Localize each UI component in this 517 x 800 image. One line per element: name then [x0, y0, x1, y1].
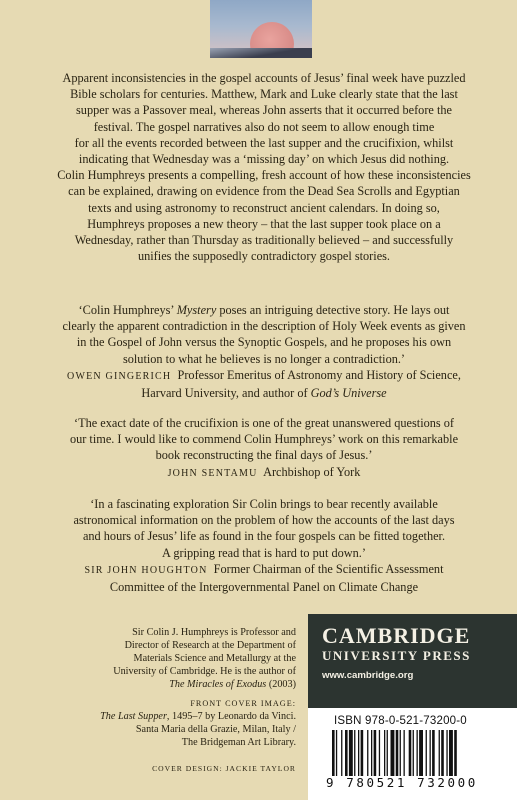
publisher-logo-block: [308, 614, 517, 708]
description-line: unifies the supposedly contradictory gospel stories.: [137, 249, 391, 264]
bio-line: Sir Colin J. Humphreys is Professor and: [132, 627, 296, 638]
bio-line: (2003): [266, 679, 296, 690]
quote-text: solution to what he believes is no longer a contradiction.’: [122, 351, 406, 366]
endorser-attribution: [34, 464, 494, 482]
endorser-role: Archbishop of York: [263, 464, 361, 479]
bio-line: University of Cambridge. He is the author of: [113, 666, 296, 677]
description-line: Humphreys proposes a new theory – that the last supper took place on a: [87, 216, 441, 231]
credits-label: FRONT COVER IMAGE:: [190, 699, 296, 708]
description-line: supper was a Passover meal, whereas John asserts that it occurred before the: [76, 103, 452, 118]
publisher-press: UNIVERSITY PRESS: [322, 648, 471, 663]
description-line: texts and using astronomy to reconstruct ancient calendars. In doing so,: [88, 200, 440, 215]
publisher-url: www.cambridge.org: [322, 670, 414, 681]
description-line: Wednesday, rather than Thursday as traditionally believed – and successfully: [74, 233, 454, 248]
endorser-book-title: God’s Universe: [310, 386, 387, 401]
bio-line: Director of Research at the Department of: [124, 640, 296, 651]
credits-line: Santa Maria della Grazie, Milan, Italy /: [135, 724, 296, 735]
description-line: for all the events recorded between the last supper and the crucifixion, whilst: [74, 135, 454, 150]
quote-text: our time. I would like to commend Colin Humphreys’ work on this remarkable: [69, 432, 459, 447]
barcode-icon: [330, 730, 500, 776]
quote-text: astronomical information on the problem of how the accounts of the last days: [73, 513, 455, 528]
quote-text: in the Gospel of John versus the Synoptic Gospels, and he proposes his own: [76, 335, 452, 350]
cover-image-fragment: [210, 0, 312, 58]
description-line: can be explained, drawing on evidence from the Dead Sea Scrolls and Egyptian: [68, 184, 460, 199]
quote-text: A gripping read that is hard to put down.’: [162, 545, 366, 560]
publisher-name: CAMBRIDGE: [322, 623, 471, 648]
quote-text: clearly the apparent contradiction in the description of Holy Week events as given: [62, 319, 466, 334]
endorser-role: Harvard University, and author of: [141, 386, 311, 401]
description-line: festival. The gospel narratives also do not seem to allow enough time: [93, 119, 435, 134]
quote-text: ‘Colin Humphreys’: [78, 303, 177, 317]
bio-line: Materials Science and Metallurgy at the: [133, 653, 296, 664]
endorser-role: Former Chairman of the Scientific Assessment: [213, 561, 444, 576]
isbn-label: ISBN 978-0-521-73200-0: [334, 715, 467, 727]
quote-text: and hours of Jesus’ life as found in the four gospels can be fitted together.: [82, 529, 446, 544]
description-line: Apparent inconsistencies in the gospel accounts of Jesus’ final week have puzzled: [62, 71, 466, 85]
barcode-number: 9 780521 732000: [326, 775, 478, 790]
bio-book-title: The Miracles of Exodus: [169, 679, 267, 690]
endorsement-houghton: [34, 496, 494, 595]
description-line: Colin Humphreys presents a compelling, fresh account of how these inconsistencies: [57, 168, 471, 183]
endorser-attribution: [34, 561, 494, 595]
description-line: Bible scholars for centuries. Matthew, Mark and Luke clearly state that the last: [70, 87, 458, 102]
endorser-name: JOHN SENTAMU: [167, 467, 258, 479]
credits-line: , 1495–7 by Leonardo da Vinci.: [166, 711, 296, 722]
horizon-shape: [210, 48, 312, 58]
quote-title-italic: Mystery: [176, 303, 217, 317]
description-line: indicating that Wednesday was a ‘missing day’ on which Jesus did nothing.: [78, 152, 450, 167]
cover-credits: [100, 697, 296, 749]
artwork-title: The Last Supper: [100, 711, 167, 722]
endorsement-gingerich: [34, 302, 494, 401]
credits-line: The Bridgeman Art Library.: [181, 737, 296, 748]
quote-text: book reconstructing the final days of Jesus.’: [155, 448, 373, 463]
book-description: [34, 70, 494, 264]
barcode-panel: [308, 708, 517, 800]
author-bio: [100, 626, 296, 691]
endorser-role: Professor Emeritus of Astronomy and History of Science,: [177, 367, 461, 382]
quote-text: poses an intriguing detective story. He lays out: [216, 303, 450, 317]
quote-text: ‘In a fascinating exploration Sir Colin brings to bear recently available: [90, 497, 438, 511]
quote-text: ‘The exact date of the crucifixion is one of the great unanswered questions of: [73, 416, 455, 430]
endorser-name: SIR JOHN HOUGHTON: [84, 564, 208, 576]
endorser-name: OWEN GINGERICH: [67, 370, 172, 382]
cover-design-credit: COVER DESIGN: JACKIE TAYLOR: [152, 764, 296, 773]
endorser-attribution: [34, 367, 494, 401]
endorser-role: Committee of the Intergovernmental Panel on Climate Change: [109, 580, 419, 595]
endorsement-sentamu: [34, 415, 494, 482]
